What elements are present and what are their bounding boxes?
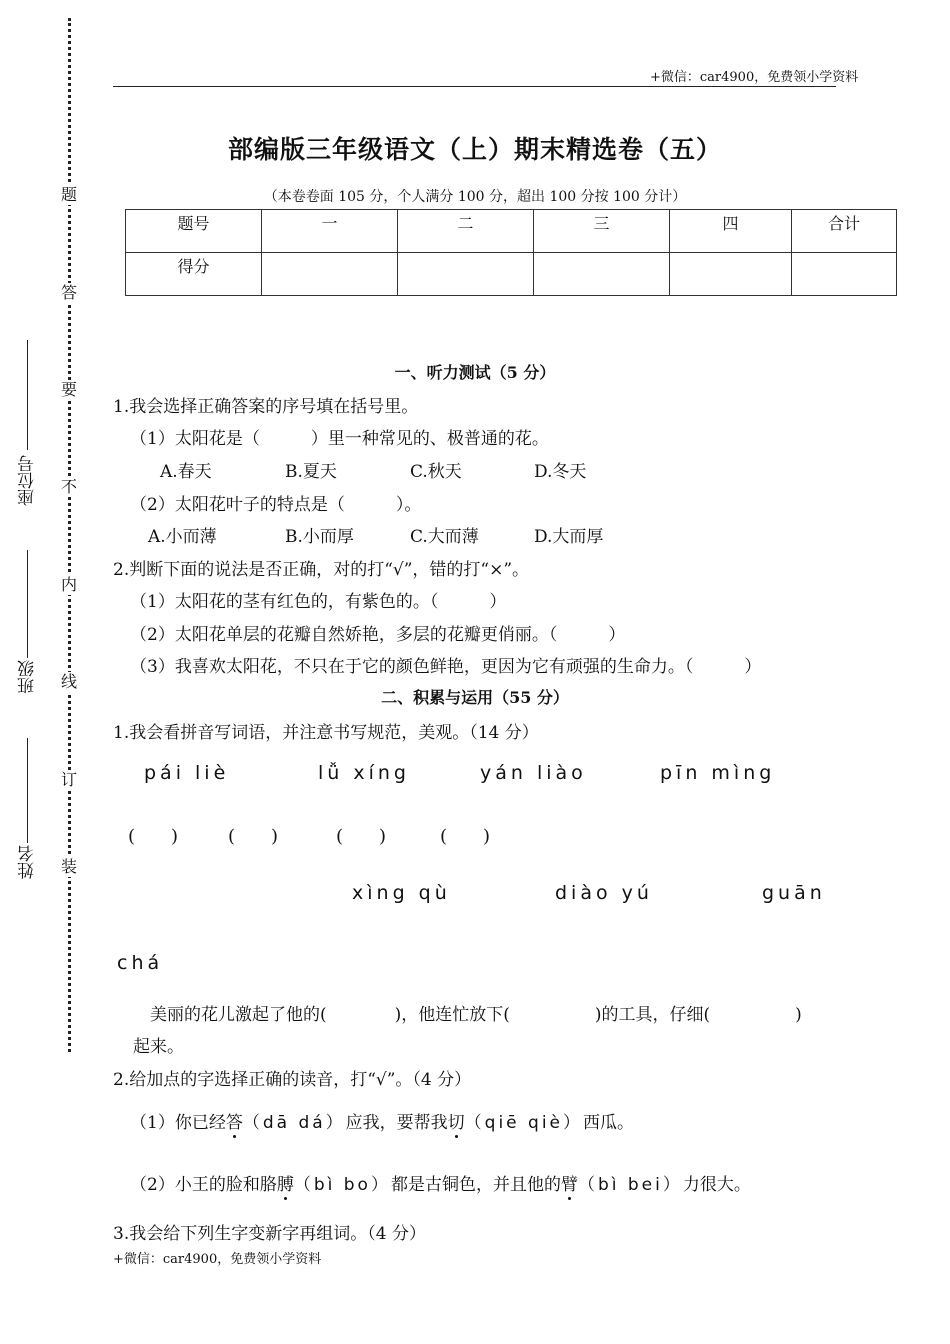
sub-question: （1）太阳花的茎有红色的，有紫色的。（ ） — [130, 592, 507, 612]
fill-in-sentence: 起来。 — [133, 1037, 184, 1057]
pinyin-choice[interactable]: （qiē qiè） — [464, 1113, 584, 1133]
section-heading: 一、听力测试（5 分） — [394, 363, 556, 382]
answer-blank[interactable]: ( ) — [128, 826, 179, 847]
sub-question — [130, 1170, 751, 1195]
answer-blank[interactable]: ( ) — [228, 826, 279, 847]
option: C.秋天 — [410, 462, 462, 482]
section-heading: 二、积累与运用（55 分） — [381, 688, 569, 707]
pinyin: pīn mìng — [660, 762, 776, 784]
name-rule — [27, 738, 28, 843]
score-cell[interactable] — [792, 253, 897, 296]
text: （2）小王的脸和胳 — [130, 1175, 277, 1195]
score-cell[interactable] — [670, 253, 792, 296]
option: B.小而厚 — [285, 527, 354, 547]
pinyin: guān — [762, 882, 826, 904]
binding-dotted-line — [68, 18, 71, 1052]
option: A.春天 — [160, 462, 212, 482]
option: B.夏天 — [285, 462, 337, 482]
text: （1）你已经 — [130, 1113, 226, 1133]
sub-question: （2）太阳花叶子的特点是（ ）。 — [130, 495, 422, 515]
pinyin: lǚ xíng — [318, 762, 410, 784]
table-header-cell: 四 — [670, 210, 792, 253]
pinyin-choice[interactable]: （dā dá） — [242, 1113, 346, 1133]
binding-char: 装 — [60, 857, 77, 876]
text: 都是古铜色，并且他的 — [390, 1175, 561, 1195]
option: C.大而薄 — [410, 527, 479, 547]
pinyin: yán liào — [480, 762, 587, 784]
pinyin: xìng qù — [352, 882, 451, 904]
table-header-cell: 一 — [262, 210, 398, 253]
question-text: 2.给加点的字选择正确的读音，打“√”。（4 分） — [113, 1070, 472, 1090]
sub-question: （1）太阳花是（ ）里一种常见的、极普通的花。 — [130, 429, 549, 449]
class-rule — [27, 550, 28, 658]
seat-number-rule — [27, 340, 28, 450]
pinyin-choice[interactable]: （bì bo） — [293, 1175, 391, 1195]
binding-char: 内 — [60, 575, 77, 594]
dotted-char: 答 — [226, 1108, 243, 1133]
class-label: 班级 — [18, 660, 38, 694]
binding-char: 要 — [60, 380, 77, 399]
binding-char: 题 — [60, 185, 77, 204]
pinyin: chá — [117, 952, 164, 974]
pinyin-choice[interactable]: （bì bei） — [577, 1175, 683, 1195]
text: 西瓜。 — [583, 1113, 635, 1133]
table-header-cell: 三 — [534, 210, 670, 253]
table-header-cell: 二 — [398, 210, 534, 253]
sub-question: （3）我喜欢太阳花，不只在于它的颜色鲜艳，更因为它有顽强的生命力。（ ） — [130, 657, 762, 677]
binding-char: 订 — [60, 770, 77, 789]
text: 应我，要帮我 — [345, 1113, 448, 1133]
header-note: +微信：car4900，免费领小学资料 — [650, 70, 859, 85]
answer-blank[interactable]: ( ) — [440, 826, 491, 847]
table-row-label: 得分 — [126, 253, 262, 296]
page-title: 部编版三年级语文（上）期末精选卷（五） — [227, 135, 722, 164]
name-label: 姓名 — [18, 845, 38, 879]
binding-char: 线 — [60, 672, 77, 691]
sub-question — [130, 1108, 634, 1133]
pinyin: pái liè — [144, 762, 230, 784]
fill-in-sentence: 美丽的花儿激起了他的( )，他连忙放下( )的工具，仔细( ) — [150, 1005, 802, 1025]
score-table-score-row — [126, 253, 897, 296]
binding-char: 答 — [60, 283, 77, 302]
question-text: 1.我会看拼音写词语，并注意书写规范，美观。（14 分） — [113, 723, 539, 743]
question-text: 3.我会给下列生字变新字再组词。（4 分） — [113, 1224, 426, 1244]
dotted-char: 膊 — [277, 1170, 294, 1195]
pinyin: diào yú — [555, 882, 653, 904]
score-table — [125, 209, 897, 296]
score-table-header-row — [126, 210, 897, 253]
table-header-cell: 合计 — [792, 210, 897, 253]
dotted-char: 臂 — [561, 1170, 578, 1195]
table-header-cell: 题号 — [126, 210, 262, 253]
question-text: 1.我会选择正确答案的序号填在括号里。 — [113, 397, 419, 417]
footer-note: +微信：car4900，免费领小学资料 — [113, 1252, 322, 1267]
dotted-char: 切 — [448, 1108, 465, 1133]
score-cell[interactable] — [534, 253, 670, 296]
header-rule — [113, 86, 836, 87]
binding-char: 不 — [60, 477, 77, 496]
sub-question: （2）太阳花单层的花瓣自然娇艳，多层的花瓣更俏丽。（ ） — [130, 625, 626, 645]
text: 力很大。 — [682, 1175, 751, 1195]
score-note: （本卷卷面 105 分，个人满分 100 分，超出 100 分按 100 分计） — [263, 189, 687, 205]
option: D.冬天 — [534, 462, 587, 482]
answer-blank[interactable]: ( ) — [336, 826, 387, 847]
seat-number-label: 座位号 — [18, 455, 38, 506]
score-cell[interactable] — [262, 253, 398, 296]
score-cell[interactable] — [398, 253, 534, 296]
question-text: 2.判断下面的说法是否正确，对的打“√”，错的打“×”。 — [113, 560, 530, 580]
option: D.大而厚 — [534, 527, 604, 547]
option: A.小而薄 — [148, 527, 217, 547]
